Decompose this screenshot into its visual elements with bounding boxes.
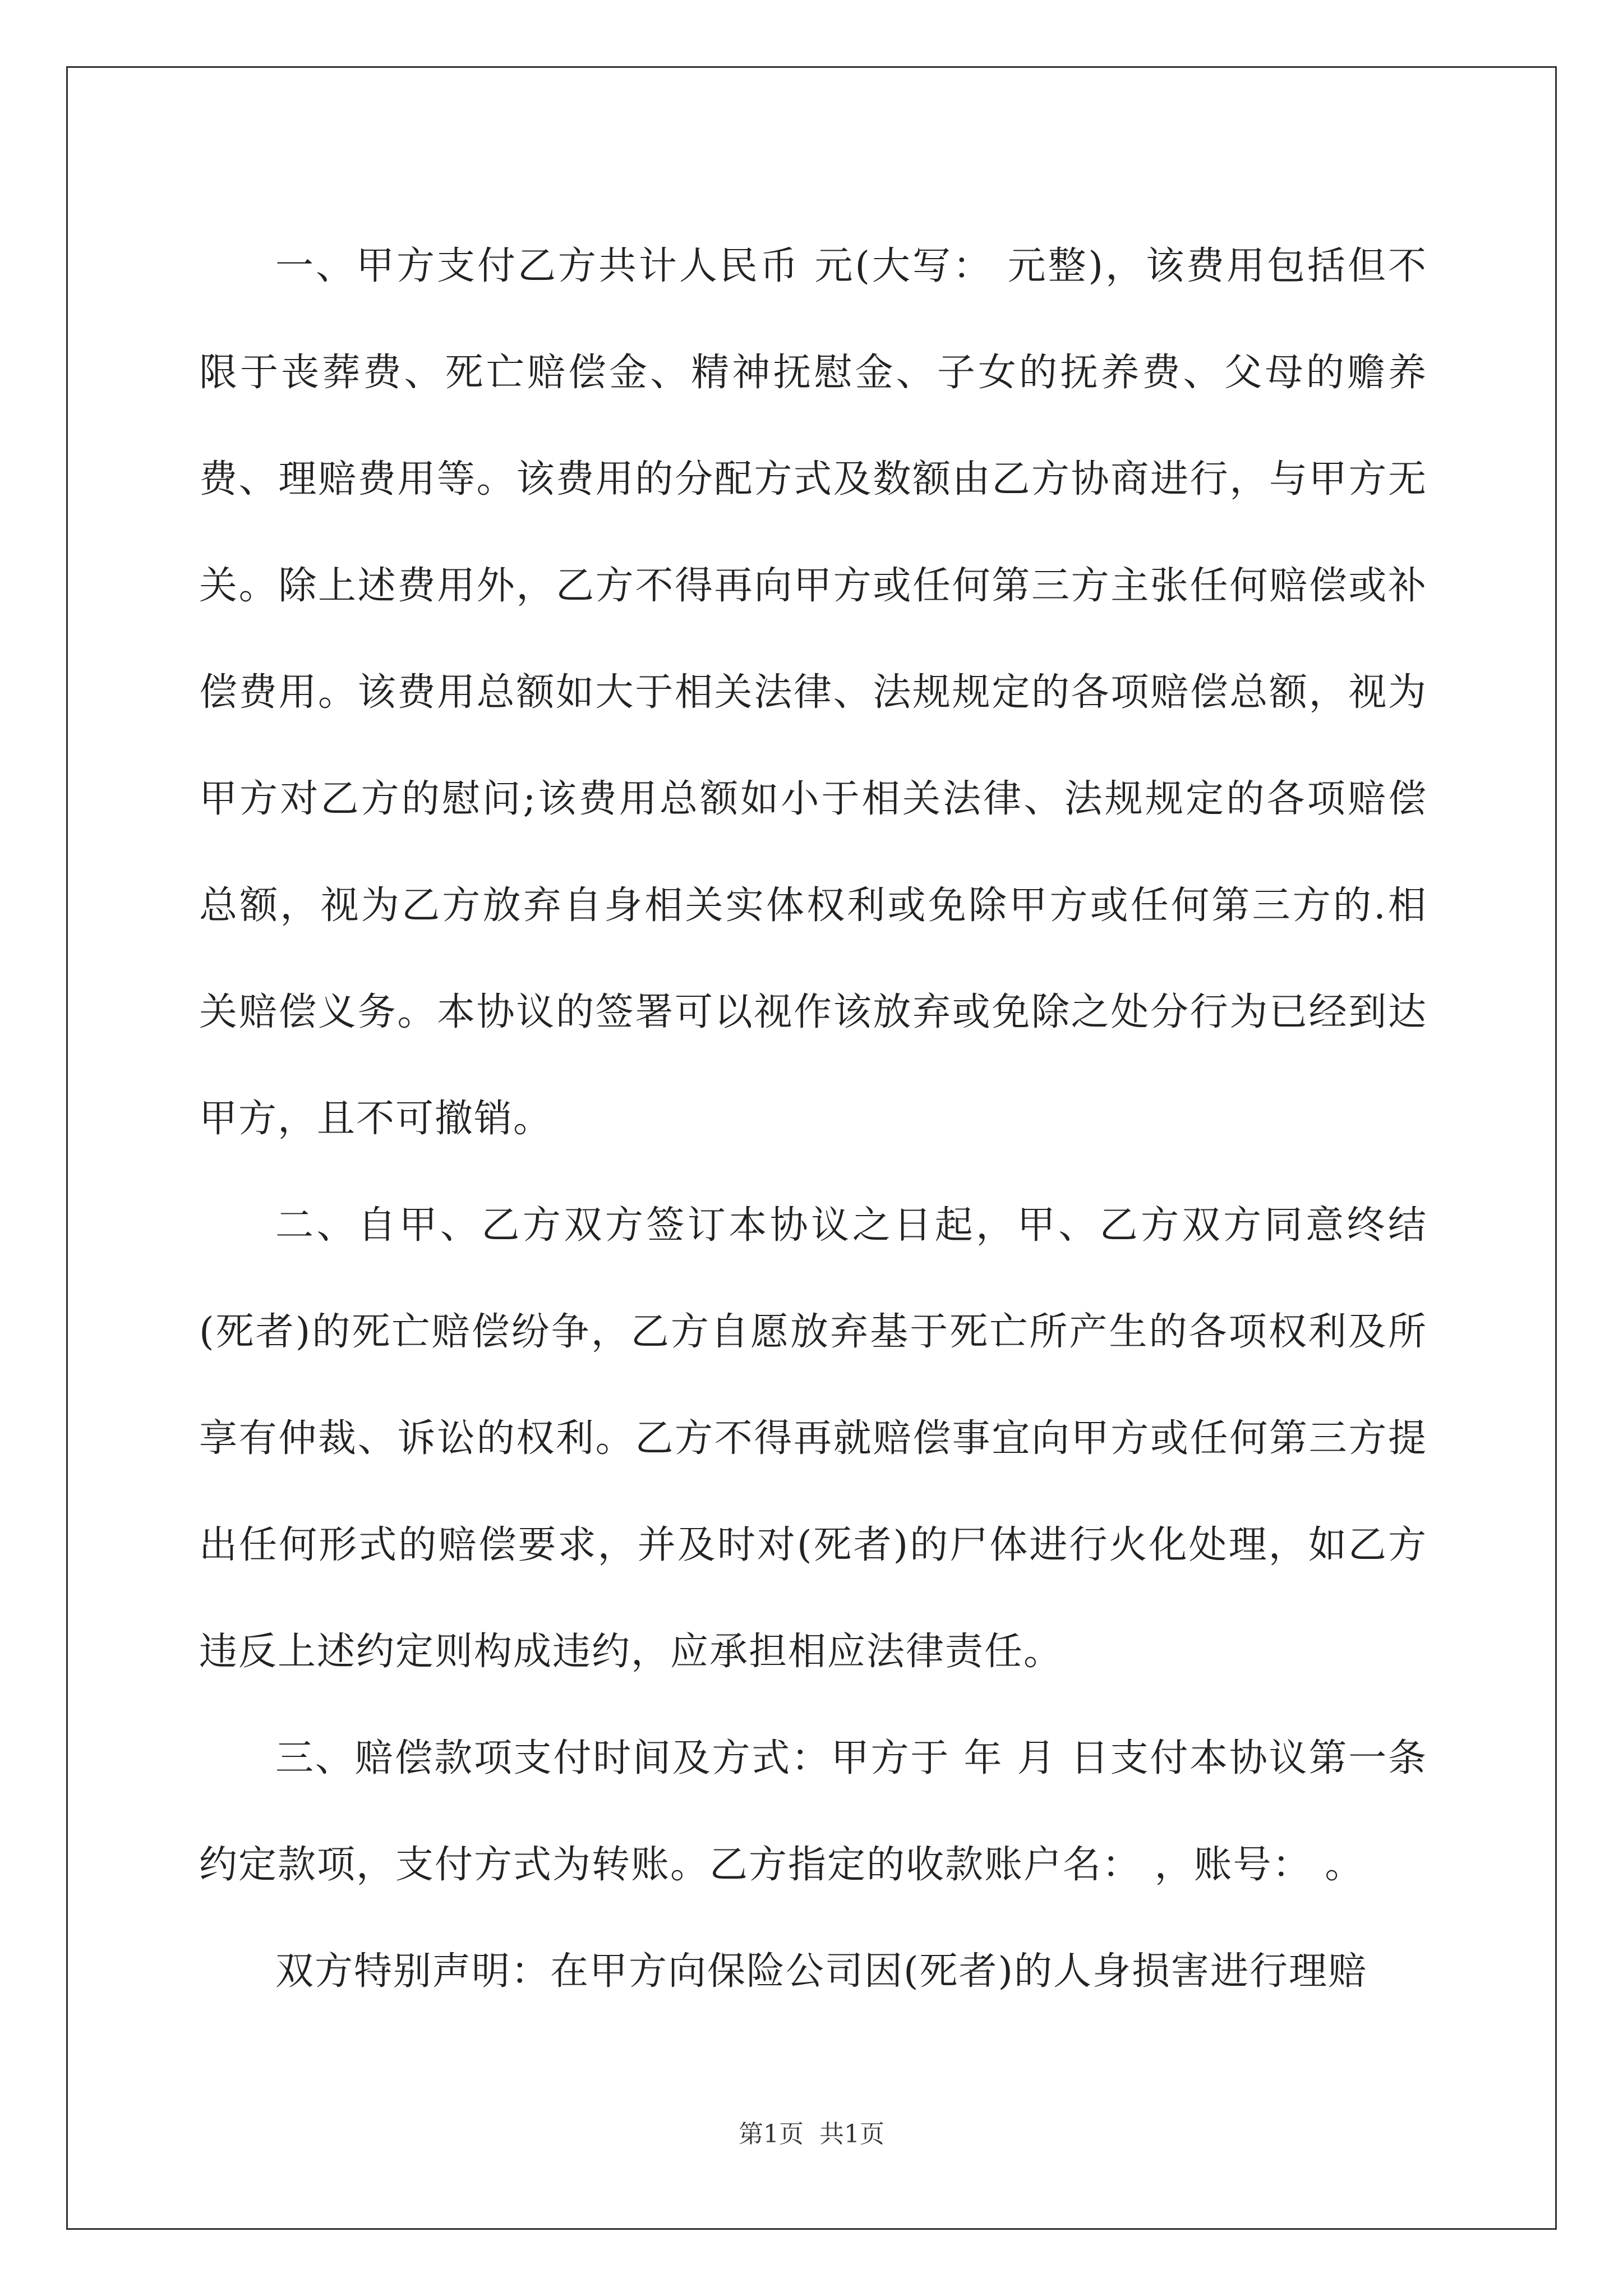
paragraph-clause-2: 二、自甲、乙方双方签订本协议之日起，甲、乙方双方同意终结(死者)的死亡赔偿纷争，乙方自愿放弃基于死亡所产生的各项权利及所享有仲裁、诉讼的权利。乙方不得再就赔偿事宜向甲方或任何第三方提出任何形式的赔偿要求，并及时对(死者)的尸体进行火化处理，如乙方违反上述约定则构成违约，应承担相应法律责任。 — [199, 1203, 1427, 1674]
document-body — [199, 213, 1427, 2025]
paragraph-clause-3: 三、赔偿款项支付时间及方式：甲方于 年 月 日支付本协议第一条约定款项，支付方式为转账。乙方指定的收款账户名： ，账号： 。 — [199, 1736, 1427, 1887]
paragraph-clause-1: 一、甲方支付乙方共计人民币 元(大写： 元整)，该费用包括但不限于丧葬费、死亡赔偿金、精神抚慰金、子女的抚养费、父母的赡养费、理赔费用等。该费用的分配方式及数额由乙方协商进行，与甲方无关。除上述费用外，乙方不得再向甲方或任何第三方主张任何赔偿或补偿费用。该费用总额如大于相关法律、法规规定的各项赔偿总额，视为甲方对乙方的慰问;该费用总额如小于相关法律、法规规定的各项赔偿总额，视为乙方放弃自身相关实体权利或免除甲方或任何第三方的.相关赔偿义务。本协议的签署可以视作该放弃或免除之处分行为已经到达甲方，且不可撤销。 — [199, 244, 1427, 1141]
page-number-footer: 第1页 共1页 — [739, 2120, 884, 2148]
paragraph-special-statement: 双方特别声明：在甲方向保险公司因(死者)的人身损害进行理赔 — [275, 1949, 1368, 1994]
